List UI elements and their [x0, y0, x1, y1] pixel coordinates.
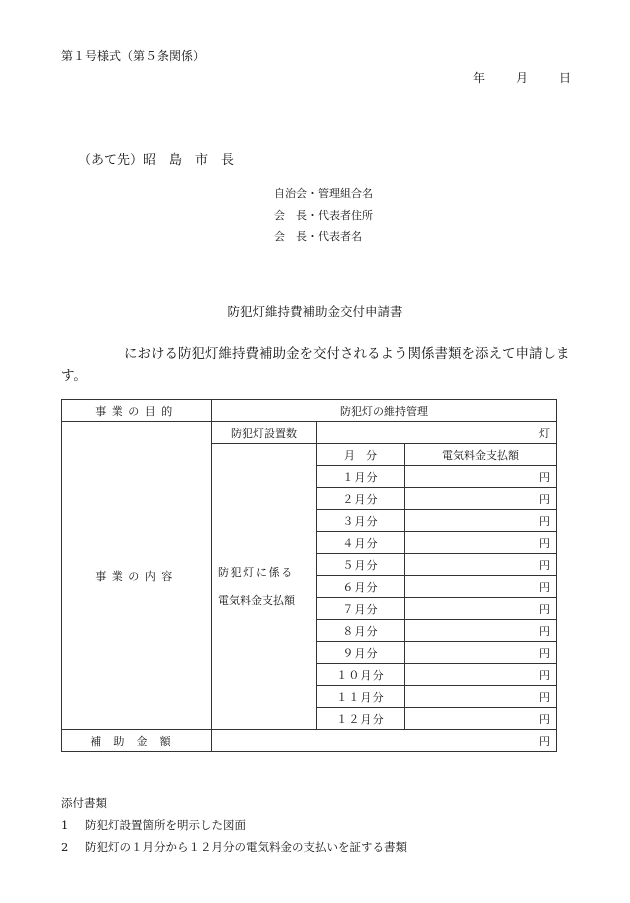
amount-cell: 円: [405, 642, 557, 664]
fee-label-line-1: 防犯灯に係る: [218, 565, 294, 579]
purpose-row: [62, 400, 557, 422]
subsidy-row: [62, 730, 557, 752]
application-table: [61, 399, 557, 752]
amount-cell: 円: [405, 554, 557, 576]
month-label: １月分: [317, 466, 405, 488]
sender-address-label: 会 長・代表者住所: [274, 209, 373, 222]
amount-cell: 円: [405, 708, 557, 730]
month-label: ７月分: [317, 598, 405, 620]
date-year-label: 年: [473, 71, 486, 85]
month-label: １２月分: [317, 708, 405, 730]
month-label: ４月分: [317, 532, 405, 554]
date-day-label: 日: [559, 71, 572, 85]
body-text-content: における防犯灯維持費補助金を交付されるよう関係書類を添えて申請します。: [61, 346, 570, 384]
count-unit: 灯: [317, 422, 557, 444]
purpose-value: 防犯灯の維持管理: [212, 400, 557, 422]
content-label: 事業の内容: [62, 422, 212, 730]
amount-cell: 円: [405, 466, 557, 488]
attachment-item: [61, 839, 407, 855]
month-label: ６月分: [317, 576, 405, 598]
sender-organization-label: 自治会・管理組合名: [274, 187, 373, 200]
amount-cell: 円: [405, 532, 557, 554]
count-label: 防犯灯設置数: [212, 422, 317, 444]
form-number: 第１号様式（第５条関係）: [61, 49, 206, 63]
subsidy-label: 補助金額: [62, 730, 212, 752]
month-label: １１月分: [317, 686, 405, 708]
purpose-label: 事業の目的: [62, 400, 212, 422]
count-row: [62, 422, 557, 444]
attachment-number: 2: [61, 840, 69, 854]
subsidy-unit: 円: [212, 730, 557, 752]
amount-cell: 円: [405, 488, 557, 510]
month-label: １０月分: [317, 664, 405, 686]
addressee: （あて先）昭 島 市 長: [78, 153, 235, 168]
fee-label-line-2: 電気料金支払額: [218, 593, 295, 607]
month-label: ２月分: [317, 488, 405, 510]
fee-label: [212, 444, 317, 730]
date-month-label: 月: [516, 71, 529, 85]
month-label: ３月分: [317, 510, 405, 532]
amount-cell: 円: [405, 686, 557, 708]
attachment-item: [61, 817, 246, 833]
attachment-text: 防犯灯の１月分から１２月分の電気料金の支払いを証する書類: [85, 840, 407, 854]
month-header: 月 分: [317, 444, 405, 466]
month-label: ９月分: [317, 642, 405, 664]
month-label: ５月分: [317, 554, 405, 576]
attachments-title: 添付書類: [61, 796, 107, 810]
month-label: ８月分: [317, 620, 405, 642]
amount-cell: 円: [405, 620, 557, 642]
amount-cell: 円: [405, 510, 557, 532]
amount-header: 電気料金支払額: [405, 444, 557, 466]
attachment-number: 1: [61, 818, 69, 832]
body-text: [61, 343, 581, 387]
attachment-text: 防犯灯設置箇所を明示した図面: [85, 818, 246, 832]
sender-name-label: 会 長・代表者名: [274, 230, 362, 243]
amount-cell: 円: [405, 576, 557, 598]
amount-cell: 円: [405, 664, 557, 686]
amount-cell: 円: [405, 598, 557, 620]
document-title: 防犯灯維持費補助金交付申請書: [227, 304, 403, 319]
